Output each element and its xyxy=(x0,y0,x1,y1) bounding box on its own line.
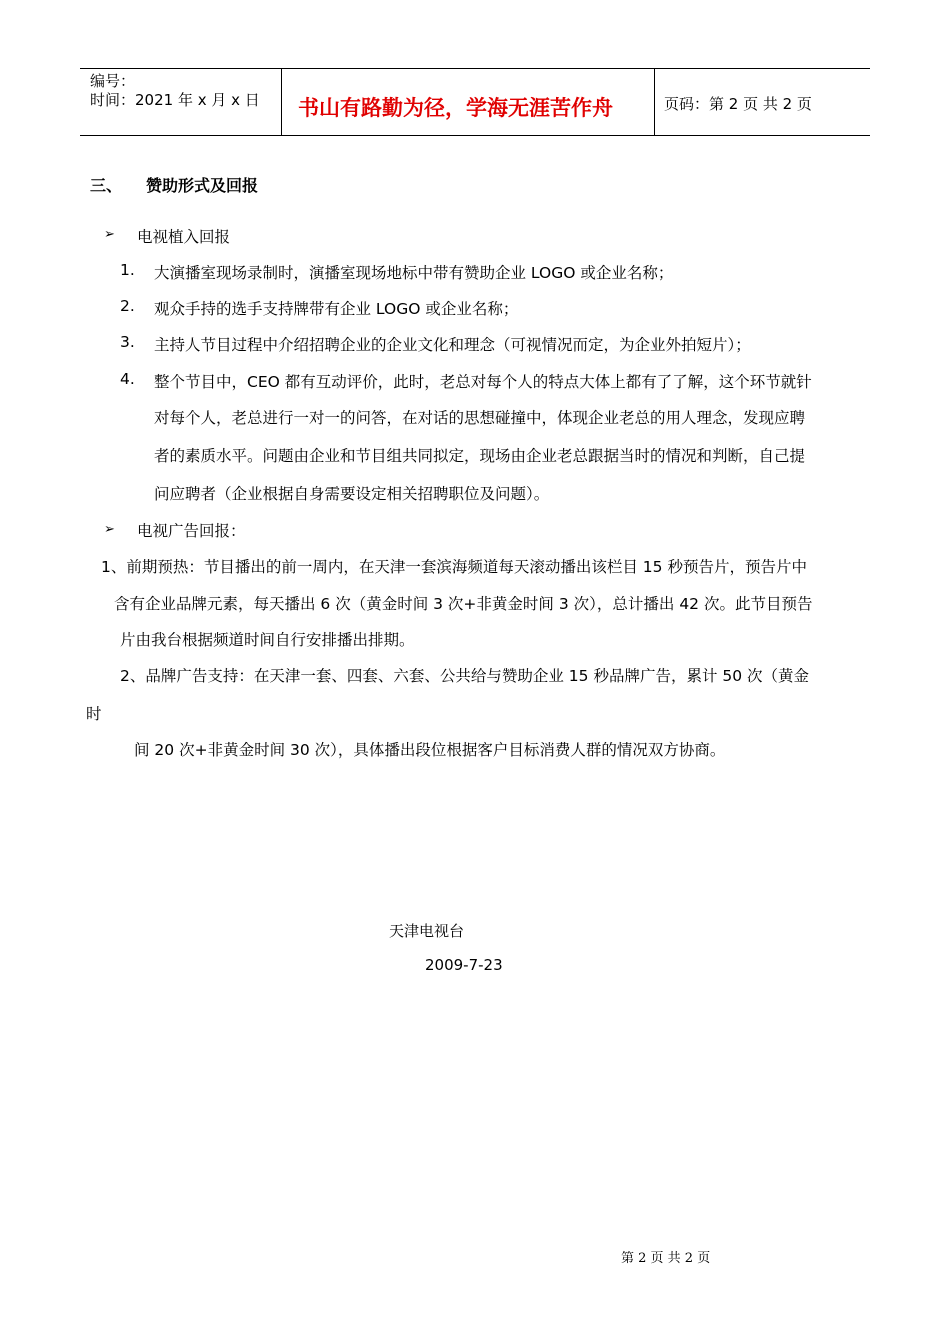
list-item-text: 整个节目中，CEO 都有互动评价，此时，老总对每个人的特点大体上都有了了解，这个环节就针 xyxy=(154,373,812,391)
list-item-number: 2. xyxy=(120,297,135,315)
footer-page-number: 第 2 页 共 2 页 xyxy=(621,1251,711,1266)
arrow-bullet-icon: ➢ xyxy=(104,522,115,537)
signature-org: 天津电视台 xyxy=(389,922,465,940)
list-item-text: 主持人节目过程中介绍招聘企业的企业文化和理念（可视情况而定，为企业外拍短片）； xyxy=(154,336,751,354)
header-divider-right xyxy=(654,68,655,136)
list-item-text: 问应聘者（企业根据自身需要设定相关招聘职位及问题）。 xyxy=(154,485,550,503)
list-item-number: 1. xyxy=(120,261,135,279)
list-item-number: 3. xyxy=(120,333,135,351)
paragraph-line: 片由我台根据频道时间自行安排播出排期。 xyxy=(120,631,415,649)
section-title: 赞助形式及回报 xyxy=(146,176,259,195)
header-bottom-border xyxy=(80,135,870,136)
header-page-info: 页码：第 2 页 共 2 页 xyxy=(664,95,812,113)
signature-date: 2009-7-23 xyxy=(425,956,503,974)
list-item-text: 观众手持的选手支持牌带有企业 LOGO 或企业名称； xyxy=(154,300,519,318)
list-item-number: 4. xyxy=(120,370,135,388)
paragraph-line: 时 xyxy=(86,705,102,723)
serial-label: 编号： xyxy=(90,72,136,90)
tv-placement-heading: 电视植入回报 xyxy=(137,228,231,246)
paragraph-line: 间 20 次+非黄金时间 30 次），具体播出段位根据客户目标消费人群的情况双方协商。 xyxy=(134,741,726,759)
list-item-text: 者的素质水平。问题由企业和节目组共同拟定，现场由企业老总跟据当时的情况和判断，自己提 xyxy=(154,447,806,465)
arrow-bullet-icon: ➢ xyxy=(104,227,115,242)
paragraph-line: 2、品牌广告支持：在天津一套、四套、六套、公共给与赞助企业 15 秒品牌广告，累计 50 次（黄金 xyxy=(120,667,810,685)
header-divider-left xyxy=(281,68,282,136)
paragraph-line: 1、前期预热：节目播出的前一周内，在天津一套滨海频道每天滚动播出该栏目 15 秒预告片，预告片中 xyxy=(101,558,807,576)
paragraph-line: 含有企业品牌元素，每天播出 6 次（黄金时间 3 次+非黄金时间 3 次），总计播出 42 次。此节目预告 xyxy=(114,595,813,613)
list-item-text: 大演播室现场录制时，演播室现场地标中带有赞助企业 LOGO 或企业名称； xyxy=(154,264,674,282)
tv-ads-heading: 电视广告回报： xyxy=(137,522,246,540)
date-label: 时间：2021 年 x 月 x 日 xyxy=(90,91,260,109)
list-item-text: 对每个人，老总进行一对一的问答，在对话的思想碰撞中，体现企业老总的用人理念，发现应聘 xyxy=(154,409,806,427)
header-top-border xyxy=(80,68,870,69)
header-motto: 书山有路勤为径，学海无涯苦作舟 xyxy=(298,96,613,120)
section-number: 三、 xyxy=(90,176,123,195)
